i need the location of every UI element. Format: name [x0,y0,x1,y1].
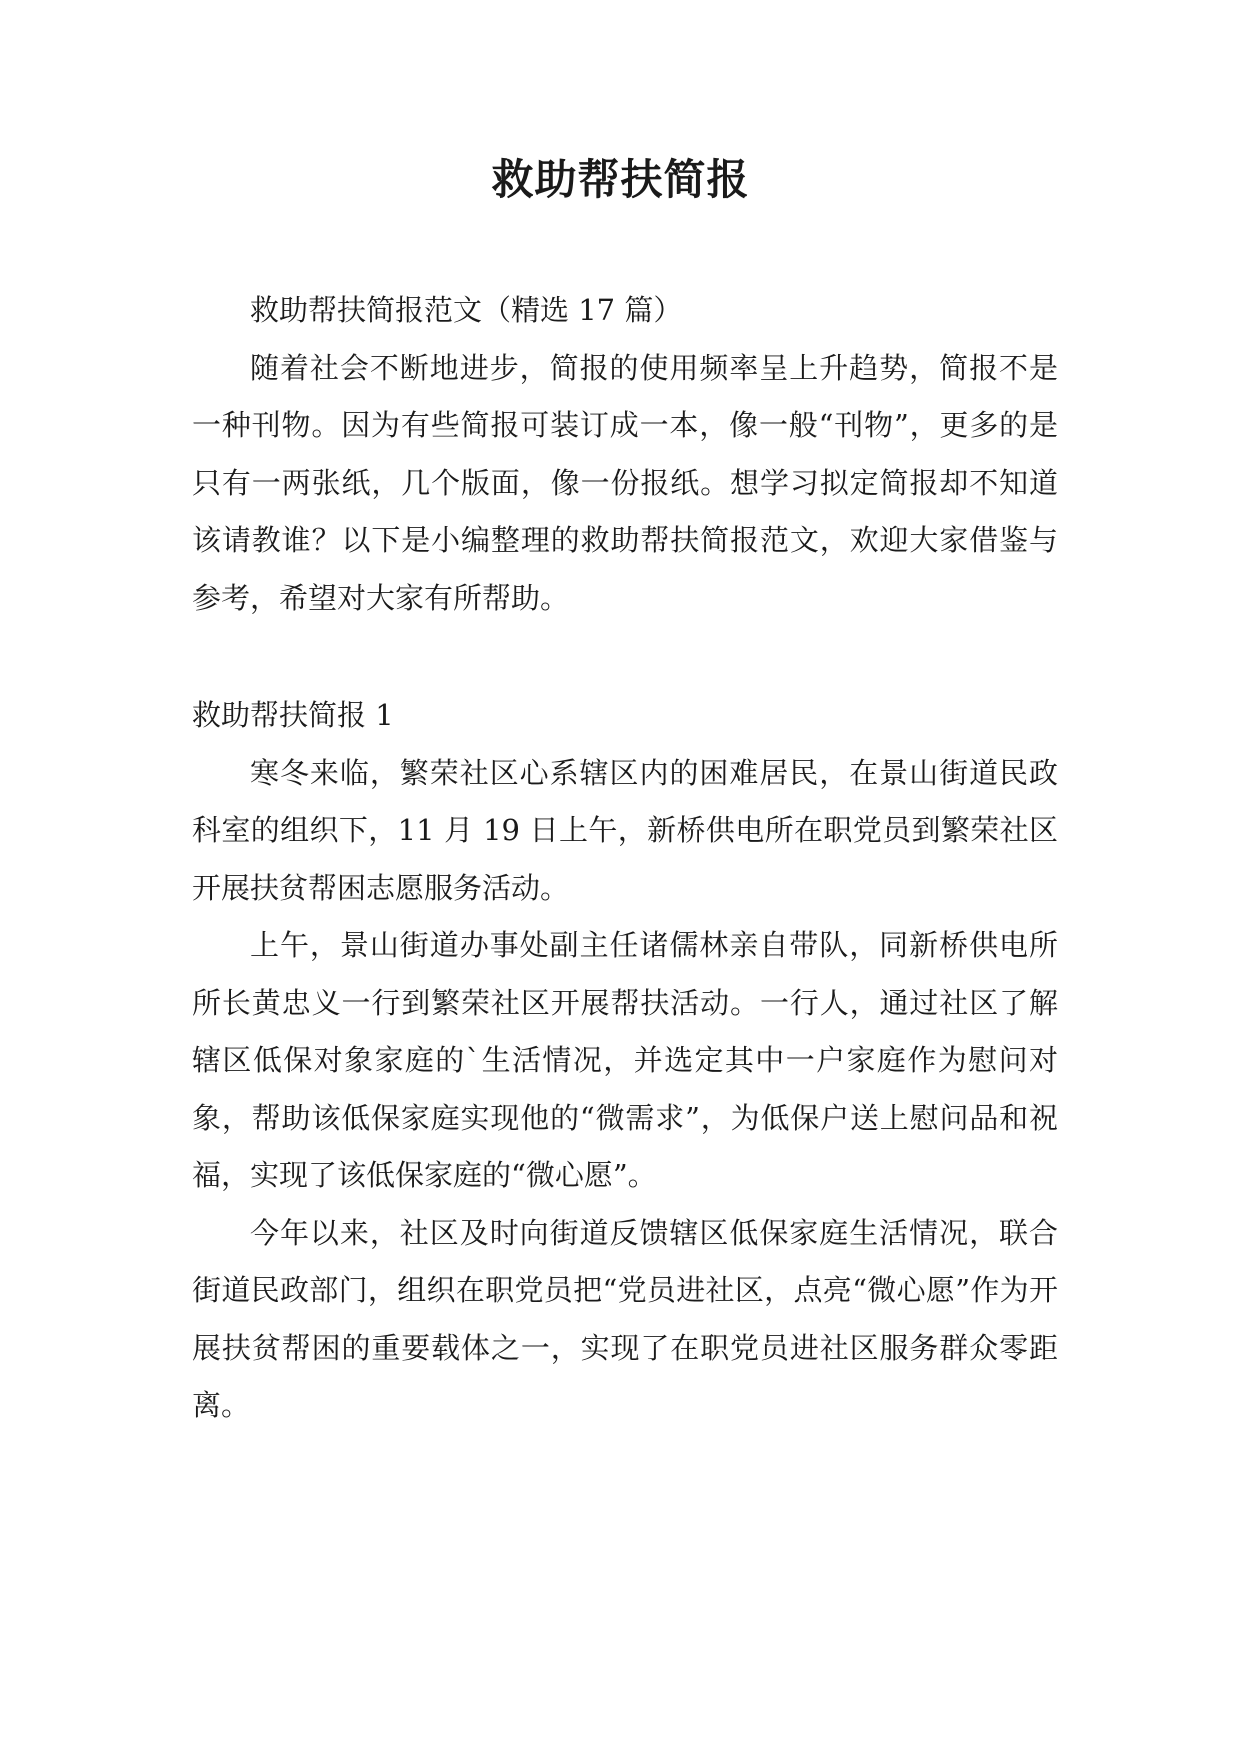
section-paragraph: 上午，景山街道办事处副主任诸儒林亲自带队，同新桥供电所所长黄忠义一行到繁荣社区开展帮扶活动。一行人，通过社区了解辖区低保对象家庭的`生活情况，并选定其中一户家庭作为慰问对象，帮助该低保家庭实现他的“微需求”，为低保户送上慰问品和祝福，实现了该低保家庭的“微心愿”。 [192,928,1058,1192]
section-paragraph: 今年以来，社区及时向街道反馈辖区低保家庭生活情况，联合街道民政部门，组织在职党员把“党员进社区，点亮“微心愿”作为开展扶贫帮困的重要载体之一，实现了在职党员进社区服务群众零距离。 [192,1215,1058,1422]
document-body [192,282,1058,1435]
section-heading: 救助帮扶简报 1 [192,698,394,732]
document-subtitle: 救助帮扶简报范文（精选 17 篇） [250,293,683,327]
intro-paragraph: 随着社会不断地进步，简报的使用频率呈上升趋势，简报不是一种刊物。因为有些简报可装订成一本，像一般“刊物”，更多的是只有一两张纸，几个版面，像一份报纸。想学习拟定简报却不知道该请教谁？以下是小编整理的救助帮扶简报范文，欢迎大家借鉴与参考，希望对大家有所帮助。 [192,350,1058,615]
section-paragraph: 寒冬来临，繁荣社区心系辖区内的困难居民，在景山街道民政科室的组织下，11 月 19 日上午，新桥供电所在职党员到繁荣社区开展扶贫帮困志愿服务活动。 [192,755,1058,905]
document-title: 救助帮扶简报 [491,155,750,204]
